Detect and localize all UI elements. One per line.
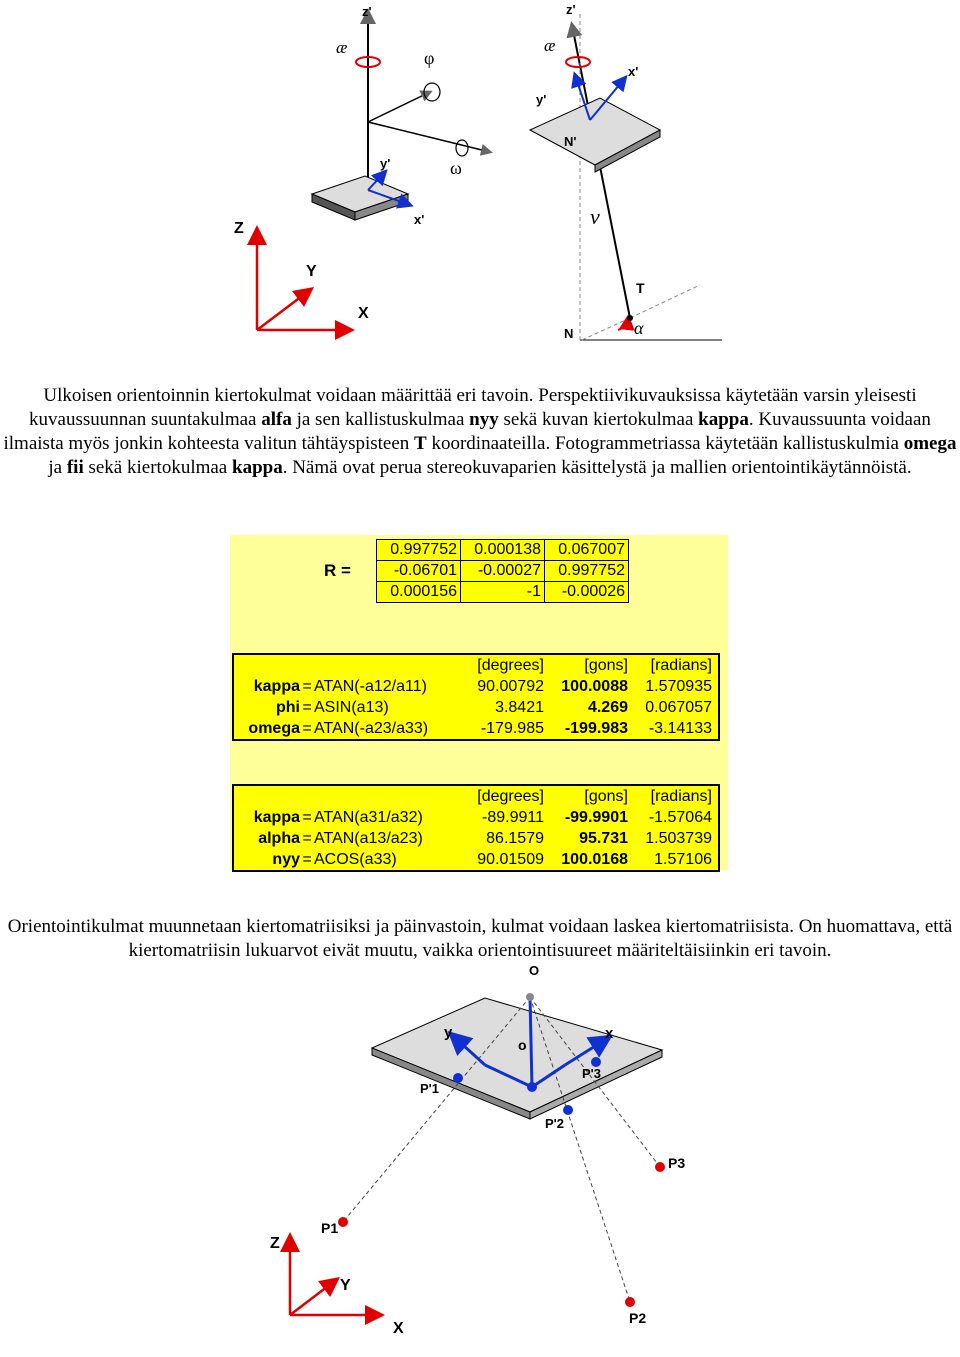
table-row	[233, 676, 719, 697]
target-point-label: T	[636, 280, 645, 296]
matrix-cell[interactable]: -0.00026	[545, 582, 629, 603]
intro-text: Ulkoisen orientoinnin kiertokulmat voidaan määrittää eri tavoin. Perspektiivikuvauksissa käytetään varsin yleisesti kuvaussuunnan suuntakulmaa	[29, 385, 917, 430]
equals-sign: =	[302, 698, 312, 716]
world-axes	[257, 230, 350, 330]
header-spacer	[233, 785, 466, 807]
value-degrees[interactable]: -179.985	[480, 719, 544, 737]
right-camera-diagram	[530, 12, 722, 340]
angle-name: alpha	[258, 829, 300, 847]
value-gons[interactable]: 95.731	[579, 829, 628, 847]
right-kappa-label: æ	[544, 36, 556, 55]
right-y-prime-label: y'	[536, 92, 547, 107]
column-header-degrees: [degrees]	[477, 656, 544, 674]
value-gons[interactable]: 100.0088	[561, 677, 628, 695]
column-header-gons: [gons]	[584, 656, 628, 674]
table-row	[233, 849, 719, 871]
axis-label-x: X	[358, 305, 369, 322]
term-fii: fii	[66, 457, 84, 478]
equals-sign: =	[302, 850, 312, 868]
matrix-row	[377, 582, 629, 603]
object-point-1-label: P1	[321, 1220, 339, 1236]
image-point-2-label: P'2	[545, 1116, 564, 1131]
intro-text: sekä kiertokulmaa	[83, 457, 232, 478]
matrix-cell[interactable]: 0.997752	[545, 561, 629, 582]
header-spacer	[233, 654, 466, 676]
omega-phi-kappa-table	[232, 653, 720, 741]
equals-sign: =	[302, 677, 312, 695]
rotation-matrix-spreadsheet	[230, 535, 728, 870]
matrix-cell[interactable]: 0.000138	[461, 540, 545, 561]
term-omega: omega	[903, 433, 957, 454]
conversion-paragraph: Orientointikulmat muunnetaan kiertomatriisiksi ja päinvastoin, kulmat voidaan laskea kiertomatriisista. On huomattava, että kiertomatriisin lukuarvot eivät muutu, vaikka orientointisuureet määriteltäisiinkin eri tavoin.	[7, 916, 953, 961]
matrix-cell[interactable]: -1	[461, 582, 545, 603]
intro-text: ja sen kallistuskulmaa	[291, 409, 470, 430]
intro-paragraph	[0, 384, 960, 480]
image-point-3-label: P'3	[582, 1066, 601, 1081]
matrix-row	[377, 540, 629, 561]
angle-formula[interactable]: ATAN(a31/a32)	[314, 808, 423, 826]
angle-formula[interactable]: ASIN(a13)	[314, 698, 389, 716]
intro-text: . Nämä ovat perua stereokuvaparien käsittelystä ja mallien orientointikäytännöistä.	[282, 457, 912, 478]
table-header-row	[233, 785, 719, 807]
angle-formula[interactable]: ATAN(-a12/a11)	[314, 677, 427, 695]
object-point-3	[655, 1162, 665, 1172]
image-y-axis-label: y	[444, 1024, 453, 1041]
value-gons[interactable]: 100.0168	[561, 850, 628, 868]
equals-sign: =	[302, 719, 312, 737]
image-x-axis-label: x	[605, 1025, 614, 1042]
intro-text: sekä kuvan kiertokulmaa	[498, 409, 699, 430]
value-radians[interactable]: 0.067057	[645, 698, 712, 716]
orientation-angles-figure	[0, 0, 960, 350]
value-degrees[interactable]: 90.01509	[477, 850, 544, 868]
axis-label-y: Y	[306, 263, 317, 280]
rotation-matrix	[376, 539, 629, 603]
column-header-radians: [radians]	[650, 656, 712, 674]
term-alfa: alfa	[261, 409, 292, 430]
object-point-1	[338, 1217, 348, 1227]
value-radians[interactable]: 1.57106	[654, 850, 712, 868]
left-phi-label: φ	[424, 48, 435, 68]
image-point-1	[453, 1073, 463, 1083]
right-z-prime-label: z'	[566, 2, 576, 17]
angle-formula[interactable]: ATAN(-a23/a33)	[314, 719, 429, 737]
term-nyy: nyy	[469, 409, 499, 430]
column-header-degrees: [degrees]	[477, 787, 544, 805]
image-point-1-label: P'1	[420, 1081, 439, 1096]
value-radians[interactable]: -3.14133	[648, 719, 712, 737]
angle-name: phi	[276, 698, 300, 716]
matrix-cell[interactable]: 0.997752	[377, 540, 461, 561]
axis-label-z: Z	[234, 220, 244, 237]
matrix-row	[377, 561, 629, 582]
object-point-3-label: P3	[668, 1155, 686, 1171]
term-kappa: kappa	[232, 457, 283, 478]
angle-name: nyy	[272, 850, 300, 868]
matrix-cell[interactable]: 0.000156	[377, 582, 461, 603]
table-row	[233, 807, 719, 828]
value-gons[interactable]: 4.269	[587, 698, 628, 716]
left-kappa-label: æ	[336, 38, 348, 57]
intro-text: . Kuvaussuunta voidaan ilmaista myös jonkin kohteesta valitun tähtäyspisteen	[3, 409, 931, 454]
left-omega-label: ω	[450, 158, 462, 178]
term-t: T	[414, 433, 427, 454]
alpha-nyy-kappa-table	[232, 784, 720, 872]
matrix-cell[interactable]: -0.00027	[461, 561, 545, 582]
column-header-gons: [gons]	[584, 787, 628, 805]
alpha-label: α	[634, 318, 644, 338]
value-degrees[interactable]: 86.1579	[486, 829, 544, 847]
r-matrix-label: R =	[324, 561, 351, 580]
matrix-cell[interactable]: -0.06701	[377, 561, 461, 582]
projection-figure	[0, 960, 960, 1357]
right-x-prime-label: x'	[628, 64, 639, 79]
value-radians[interactable]: 1.503739	[645, 829, 712, 847]
value-degrees[interactable]: 3.8421	[495, 698, 544, 716]
principal-point-label: o	[518, 1037, 527, 1053]
projection-center	[526, 993, 534, 1001]
world-z-label: Z	[270, 1235, 280, 1252]
left-z-prime-label: z'	[362, 4, 372, 19]
value-gons[interactable]: -199.983	[564, 719, 628, 737]
term-kappa: kappa	[698, 409, 749, 430]
nu-label: ν	[590, 204, 600, 229]
intro-text: koordinaateilla. Fotogrammetriassa käytetään kallistuskulmia	[426, 433, 904, 454]
value-degrees[interactable]: -89.9911	[482, 808, 544, 826]
left-y-prime-label: y'	[380, 156, 391, 171]
world-x-label: X	[393, 1320, 404, 1337]
world-axes-2	[290, 1237, 380, 1315]
image-plane	[372, 998, 662, 1119]
right-n-prime-label: N'	[564, 134, 577, 149]
principal-point	[527, 1082, 537, 1092]
angle-name: omega	[248, 719, 300, 737]
column-header-radians: [radians]	[650, 787, 712, 805]
value-radians[interactable]: -1.57064	[648, 808, 712, 826]
intro-text: ja	[48, 457, 67, 478]
value-radians[interactable]: 1.570935	[645, 677, 712, 695]
table-row	[233, 828, 719, 849]
projection-center-label: O	[529, 963, 540, 978]
table-row	[233, 718, 719, 740]
table-row	[233, 697, 719, 718]
object-point-2-label: P2	[629, 1310, 647, 1326]
nadir-label: N	[564, 326, 574, 341]
angle-formula[interactable]: ATAN(a13/a23)	[314, 829, 423, 847]
value-degrees[interactable]: 90.00792	[477, 677, 544, 695]
left-x-prime-label: x'	[414, 212, 425, 227]
image-point-2	[563, 1105, 573, 1115]
value-gons[interactable]: -99.9901	[564, 808, 628, 826]
angle-name: kappa	[253, 808, 300, 826]
angle-formula[interactable]: ACOS(a33)	[314, 850, 397, 868]
matrix-cell[interactable]: 0.067007	[545, 540, 629, 561]
world-y-label: Y	[340, 1277, 351, 1294]
equals-sign: =	[302, 808, 312, 826]
object-point-2	[625, 1297, 635, 1307]
angle-name: kappa	[253, 677, 300, 695]
table-header-row	[233, 654, 719, 676]
equals-sign: =	[302, 829, 312, 847]
